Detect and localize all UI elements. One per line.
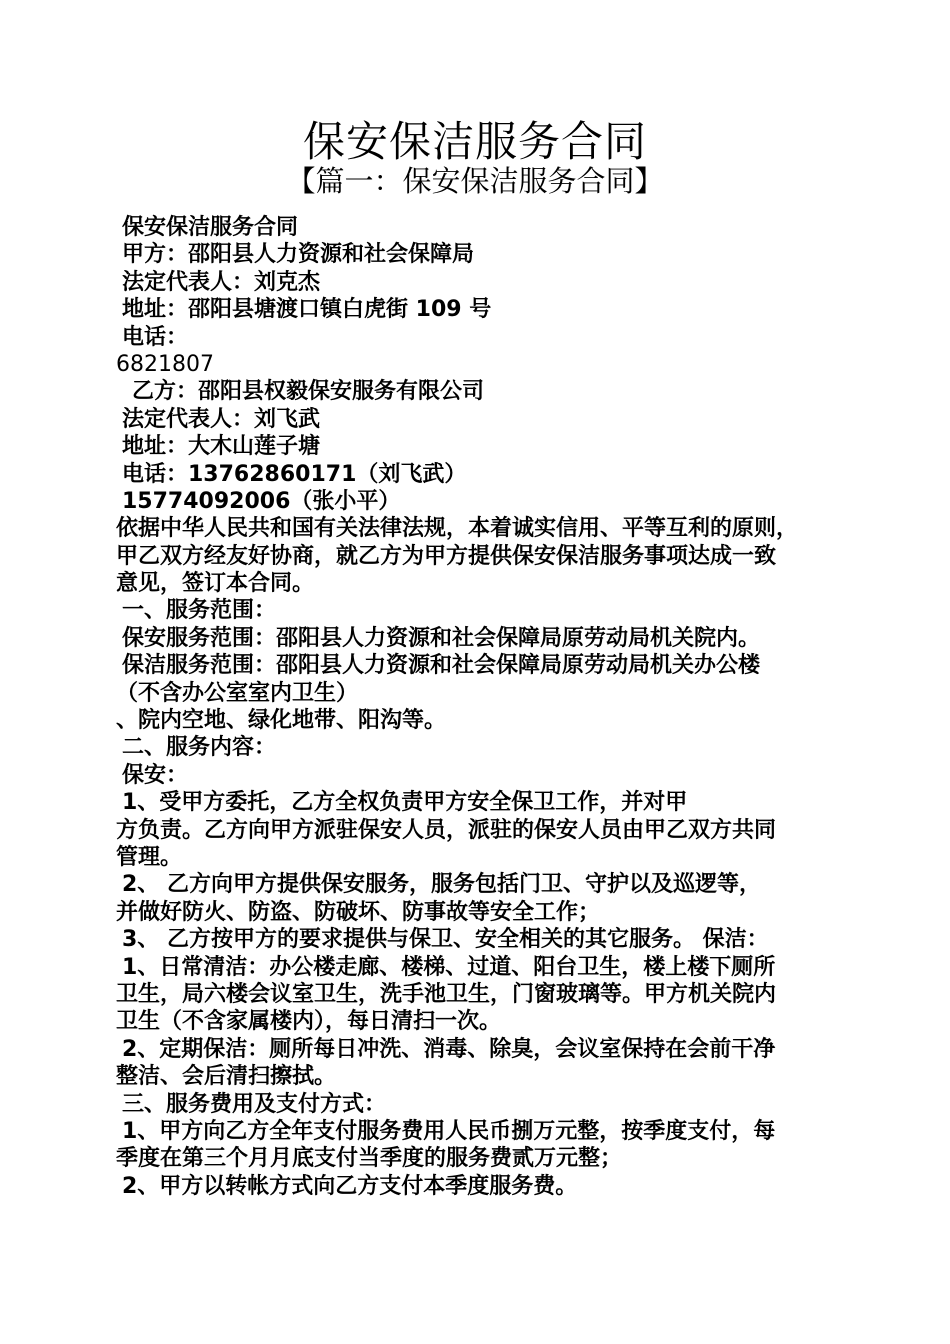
security-item-2-cont: 并做好防火、防盗、防破坏、防事故等安全工作；: [116, 899, 601, 925]
document-title: 保安保洁服务合同: [302, 117, 647, 166]
party-a-phone-label: 电话：: [122, 324, 189, 350]
scope-security: 保安服务范围：邵阳县人力资源和社会保障局原劳动局机关院内。: [122, 625, 761, 651]
fees-item-2: 2、甲方以转帐方式向乙方支付本季度服务费。: [122, 1173, 578, 1199]
party-a-phone-number: 6821807: [116, 351, 214, 377]
cleaning-item-1-cont: 卫生，局六楼会议室卫生，洗手池卫生，门窗玻璃等。甲方机关院内: [116, 981, 777, 1007]
section-heading-content: 二、服务内容：: [122, 735, 277, 761]
party-a-representative: 法定代表人：刘克杰: [122, 269, 321, 295]
cleaning-item-1-cont: 卫生（不含家属楼内），每日清扫一次。: [116, 1009, 502, 1035]
preamble-line: 甲乙双方经友好协商，就乙方为甲方提供保安保洁服务事项达成一致: [116, 543, 777, 569]
subheading-security: 保安：: [122, 762, 189, 788]
security-item-1: 1、受甲方委托，乙方全权负责甲方安全保卫工作，并对甲: [122, 790, 688, 816]
party-a-address: 地址：邵阳县塘渡口镇白虎街 109 号: [122, 297, 492, 323]
security-item-3: 3、 乙方按甲方的要求提供与保卫、安全相关的其它服务。 保洁：: [122, 927, 769, 953]
section-heading-scope: 一、服务范围：: [122, 598, 277, 624]
party-b-name: 乙方：邵阳县权毅保安服务有限公司: [132, 379, 485, 405]
scope-cleaning: 保洁服务范围：邵阳县人力资源和社会保障局原劳动局机关办公楼: [122, 653, 761, 679]
fees-item-1-cont: 季度在第三个月月底支付当季度的服务费贰万元整；: [116, 1146, 623, 1172]
cleaning-item-2-cont: 整洁、会后清扫擦拭。: [116, 1064, 337, 1090]
fees-item-1: 1、甲方向乙方全年支付服务费用人民币捌万元整，按季度支付，每: [122, 1118, 776, 1144]
preamble-line: 意见，签订本合同。: [116, 571, 315, 597]
party-b-representative: 法定代表人：刘飞武: [122, 406, 321, 432]
security-item-2: 2、 乙方向甲方提供保安服务，服务包括门卫、守护以及巡逻等，: [122, 872, 761, 898]
scope-cleaning-areas: 、院内空地、绿化地带、阳沟等。: [116, 708, 447, 734]
party-a-name: 甲方：邵阳县人力资源和社会保障局: [122, 242, 475, 268]
party-b-phone-2: 15774092006（张小平）: [122, 488, 401, 514]
contract-body: [116, 214, 836, 1200]
preamble-line: 依据中华人民共和国有关法律法规，本着诚实信用、平等互利的原则，: [116, 516, 799, 542]
document-subtitle: 【篇一：保安保洁服务合同】: [286, 164, 664, 198]
section-heading-fees: 三、服务费用及支付方式：: [122, 1091, 387, 1117]
contract-heading: 保安保洁服务合同: [122, 215, 299, 240]
security-item-1-cont: 方负责。乙方向甲方派驻保安人员，派驻的保安人员由甲乙双方共同: [116, 817, 777, 843]
party-b-phone: 电话：13762860171（刘飞武）: [122, 461, 467, 487]
party-b-address: 地址：大木山莲子塘: [122, 434, 321, 460]
security-item-1-cont: 管理。: [116, 844, 183, 870]
cleaning-item-1: 1、日常清洁：办公楼走廊、楼梯、过道、阳台卫生，楼上楼下厕所: [122, 954, 776, 980]
cleaning-item-2: 2、定期保洁：厕所每日冲洗、消毒、除臭，会议室保持在会前干净: [122, 1036, 776, 1062]
scope-cleaning-note: （不含办公室室内卫生）: [116, 680, 359, 706]
